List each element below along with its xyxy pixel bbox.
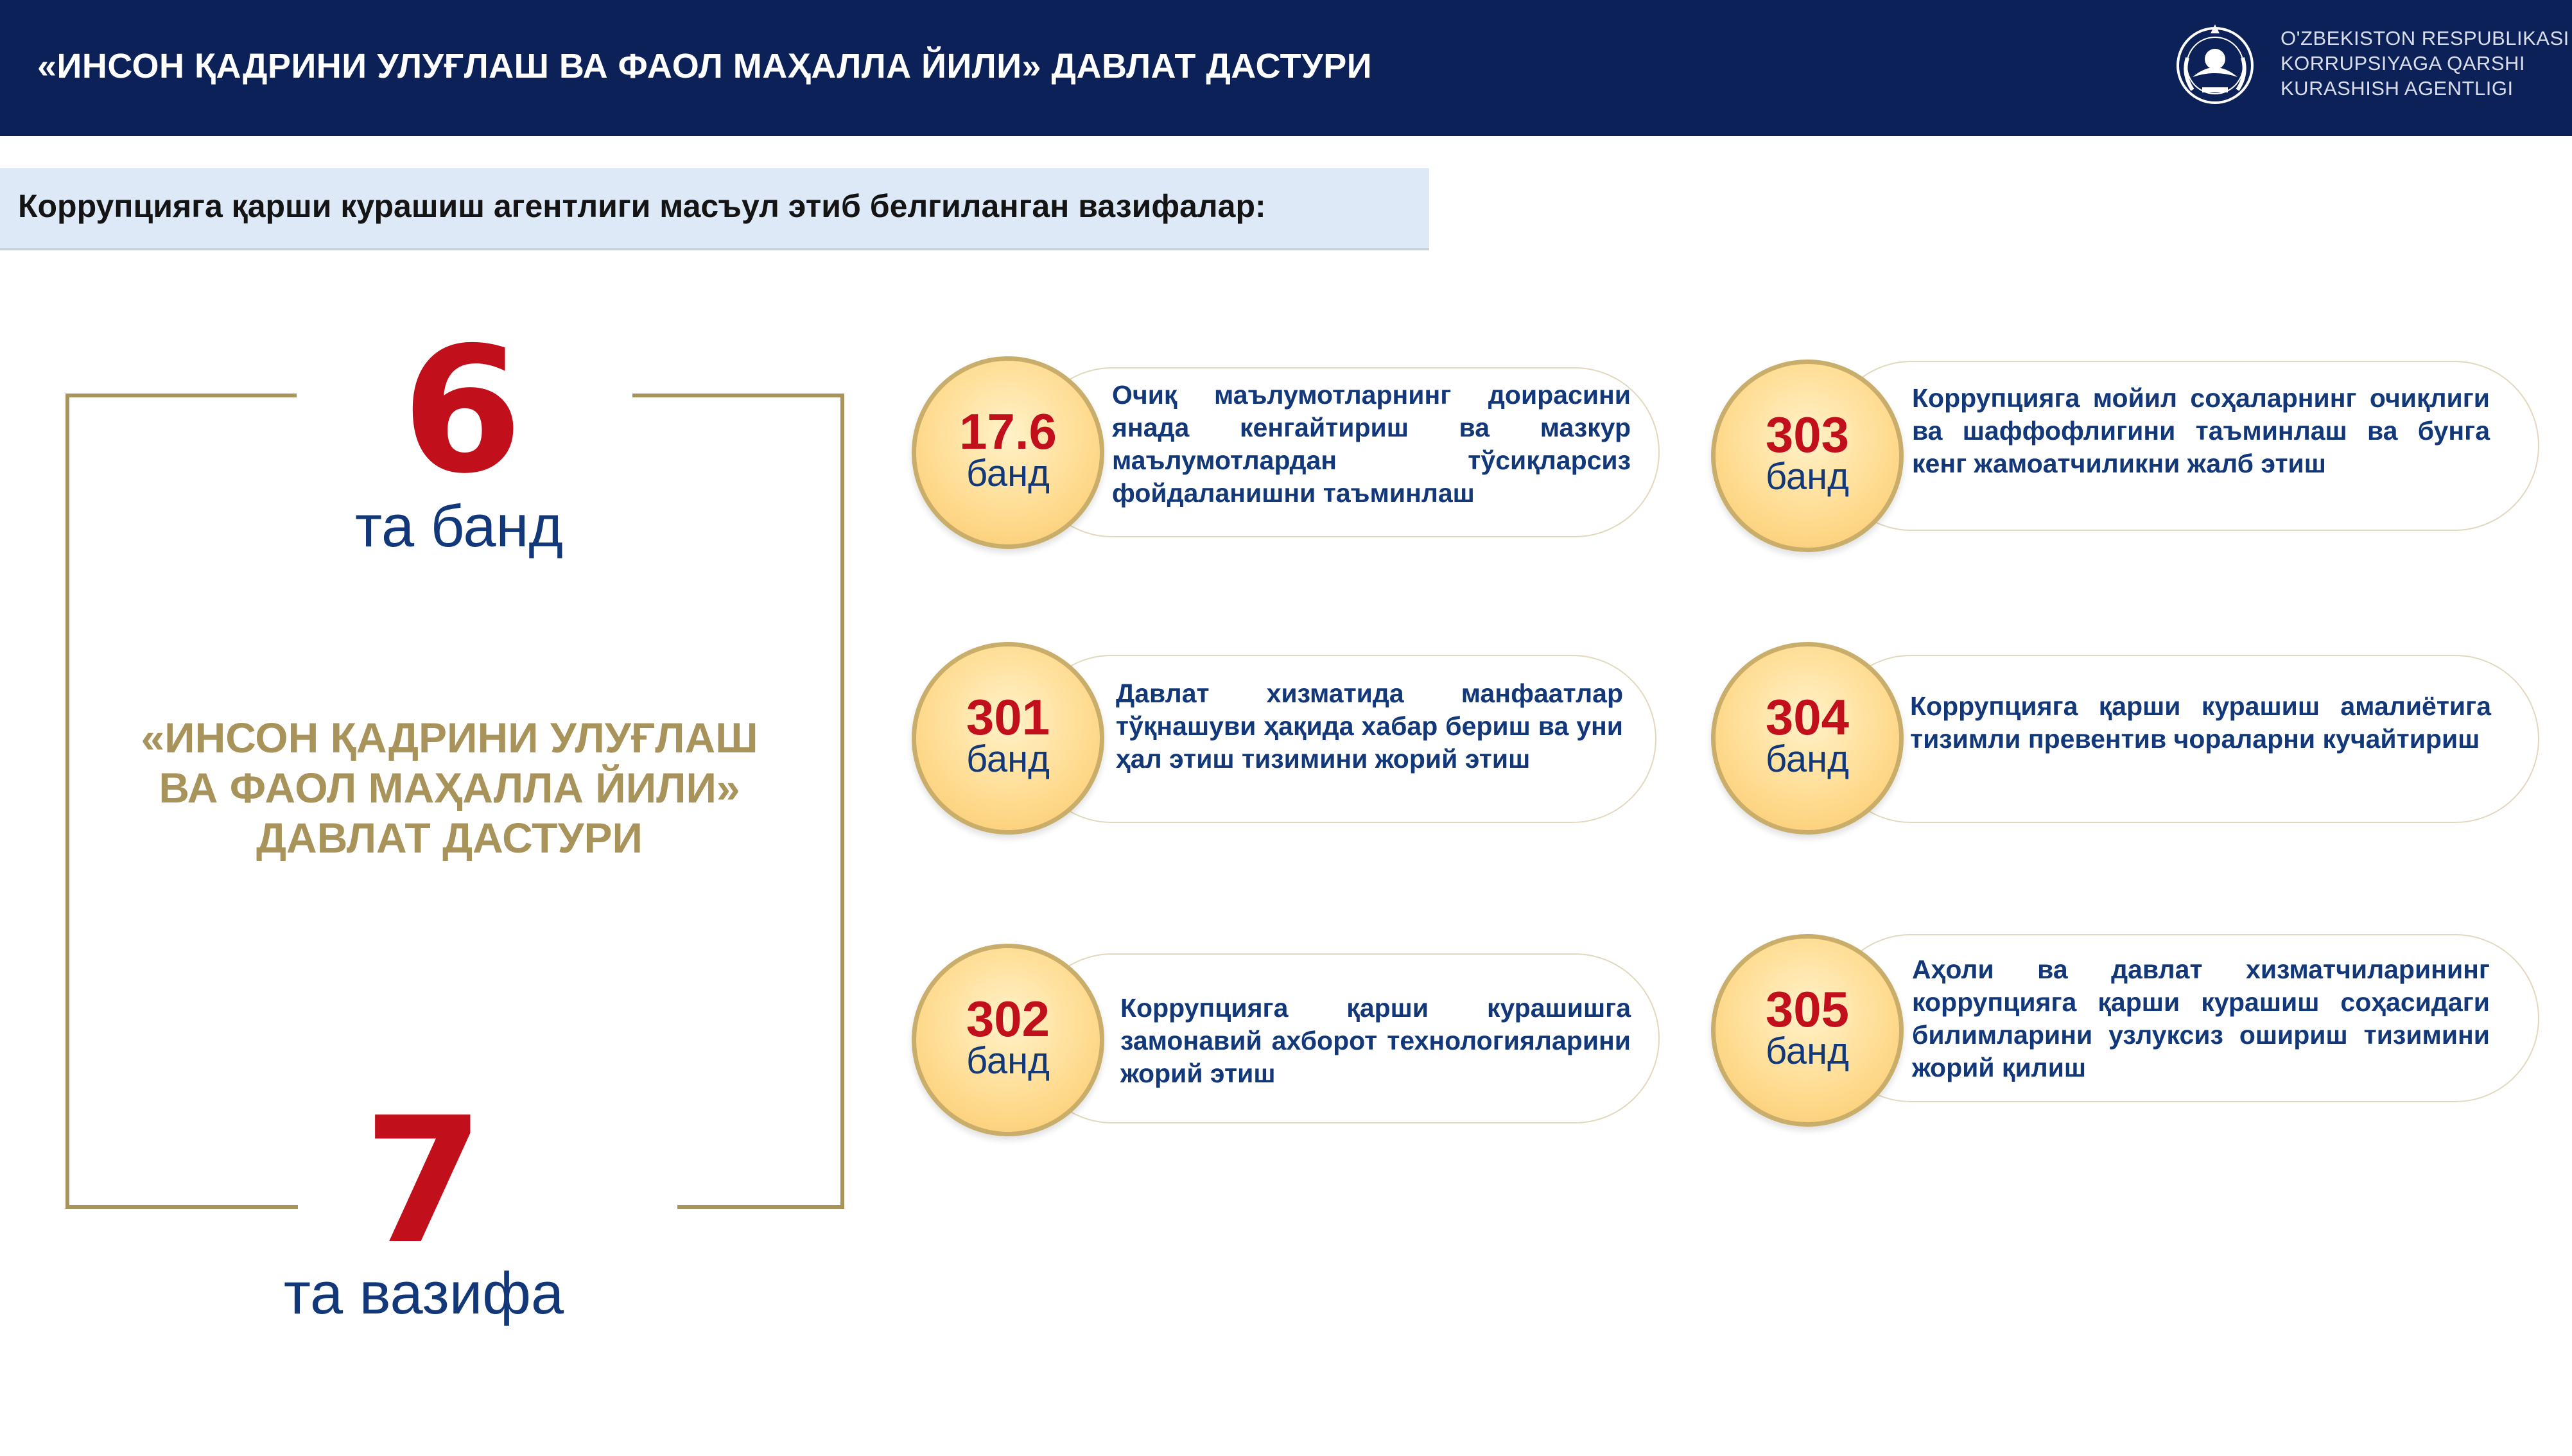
band-number: 302 <box>966 991 1050 1047</box>
bands-count: 6 <box>402 309 523 512</box>
program-line-1: «ИНСОН ҚАДРИНИ УЛУҒЛАШ <box>141 714 758 761</box>
program-line-3: ДАВЛАТ ДАСТУРИ <box>256 814 643 862</box>
task-text: Коррупцияга мойил соҳаларнинг очиқлиги ва шаффофлигини таъминлаш ва бунга кенг жамоатчиликни жалб этиш <box>1912 383 2490 478</box>
task-text: Давлат хизматида манфаатлар тўқнашуви ҳақида хабар бериш ва уни ҳал этиш тизимини жорий этиш <box>1116 679 1623 774</box>
band-unit: банд <box>966 738 1050 780</box>
band-badge <box>1711 934 1904 1127</box>
frame-right-line <box>840 394 844 1209</box>
program-title <box>77 713 822 863</box>
band-number: 304 <box>1765 689 1850 745</box>
org-line-2: KORRUPSIYAGA QARSHI <box>2281 52 2526 74</box>
band-badge <box>912 356 1104 549</box>
task-text: Очиқ маълумотларнинг доирасини янада кенгайтириш ва мазкур маълумотлардан тўсиқларсиз фойдаланишни таъминлаш <box>1112 380 1631 508</box>
band-badge <box>912 642 1104 835</box>
band-badge <box>912 944 1104 1136</box>
page-title: «ИНСОН ҚАДРИНИ УЛУҒЛАШ ВА ФАОЛ МАҲАЛЛА ЙИЛИ» ДАВЛАТ ДАСТУРИ <box>37 47 1373 85</box>
frame-bottom-right-line <box>677 1205 844 1209</box>
band-number: 303 <box>1765 406 1850 463</box>
band-unit: банд <box>966 1040 1050 1082</box>
band-unit: банд <box>966 453 1050 494</box>
task-text: Коррупцияга қарши курашишга замонавий ахборот технологияларини жорий этиш <box>1120 993 1631 1088</box>
subheader-text: Коррупцияга қарши курашиш агентлиги масъул этиб белгиланган вазифалар: <box>18 188 1266 224</box>
band-number: 301 <box>966 689 1050 745</box>
band-unit: банд <box>1765 1030 1850 1072</box>
program-line-2: ВА ФАОЛ МАҲАЛЛА ЙИЛИ» <box>159 764 740 811</box>
organization-name <box>2281 26 2569 101</box>
top-header <box>0 0 2572 136</box>
task-text: Аҳоли ва давлат хизматчиларининг коррупцияга қарши курашиш соҳасидаги билимларини узлуксиз ошириш тизимини жорий қилиш <box>1912 955 2490 1082</box>
band-number: 17.6 <box>959 403 1057 460</box>
band-badge <box>1711 360 1904 552</box>
frame-bottom-left-line <box>65 1205 298 1209</box>
band-unit: банд <box>1765 456 1850 498</box>
band-badge <box>1711 642 1904 835</box>
state-emblem-icon <box>2173 19 2257 108</box>
bands-label: та банд <box>354 494 564 559</box>
tasks-label: та вазифа <box>283 1261 564 1326</box>
task-text: Коррупцияга қарши курашиш амалиётига тизимли превентив чораларни кучайтириш <box>1910 691 2491 754</box>
org-line-1: O'ZBEKISTON RESPUBLIKASI <box>2281 27 2569 49</box>
frame-left-line <box>65 394 69 1209</box>
section-subheader <box>0 168 1429 250</box>
band-number: 305 <box>1765 981 1850 1037</box>
org-line-3: KURASHISH AGENTLIGI <box>2281 77 2514 100</box>
band-unit: банд <box>1765 738 1850 780</box>
tasks-count: 7 <box>363 1080 484 1282</box>
frame-top-right-line <box>632 394 844 397</box>
frame-top-left-line <box>65 394 297 397</box>
